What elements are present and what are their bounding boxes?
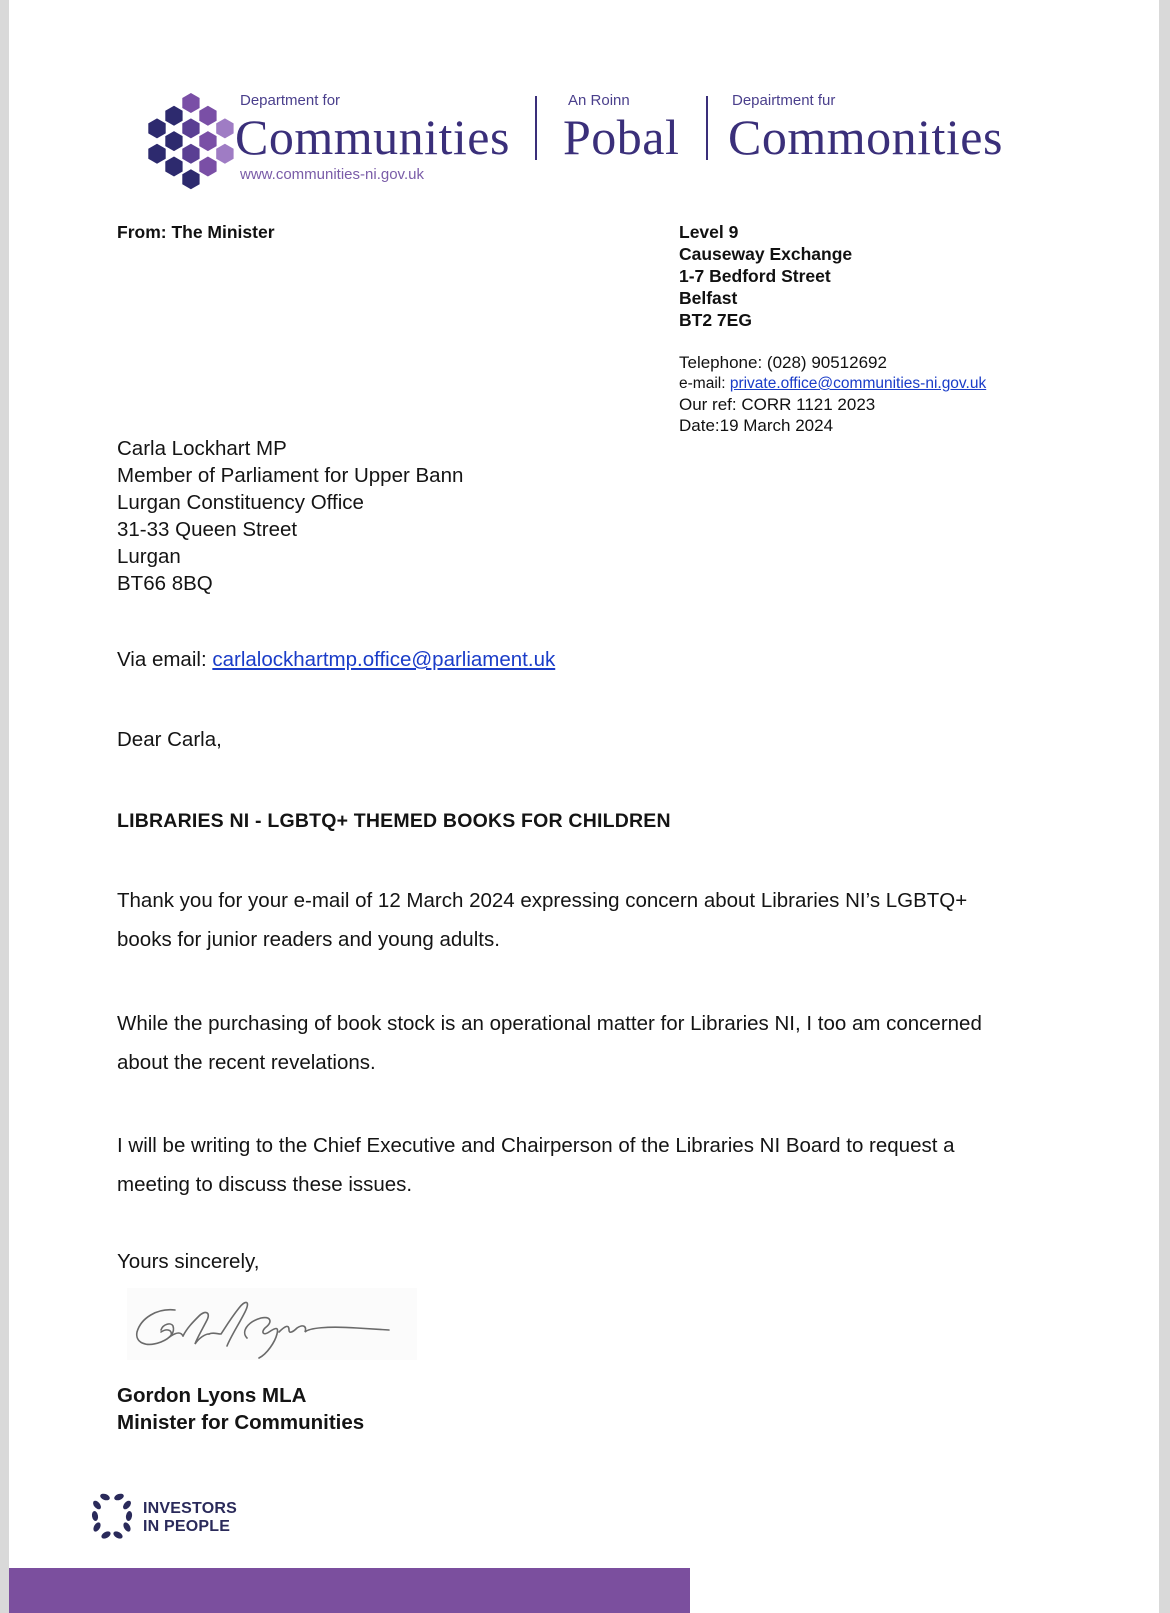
logo-hexagon	[199, 106, 216, 126]
email-label: e-mail:	[679, 375, 730, 392]
letter-subject: LIBRARIES NI - LGBTQ+ THEMED BOOKS FOR CHILDREN	[117, 810, 671, 832]
letterhead-url: www.communities-ni.gov.uk	[240, 166, 424, 183]
recipient-line: BT66 8BQ	[117, 572, 213, 595]
address-line: Belfast	[679, 288, 738, 308]
letterhead-en-title: Communities	[235, 109, 510, 165]
signatory-name: Gordon Lyons MLA	[117, 1384, 307, 1407]
closing: Yours sincerely,	[117, 1250, 260, 1273]
contact-block	[679, 352, 986, 436]
address-line: Level 9	[679, 222, 739, 242]
letterhead-ga-small: An Roinn	[568, 92, 630, 109]
email-row	[679, 373, 986, 394]
logo-hexagon	[216, 118, 233, 138]
logo-hexagon	[199, 157, 216, 177]
logo-hexagon	[199, 131, 216, 151]
iip-line: INVESTORS	[143, 1500, 237, 1517]
footer-bar	[9, 1568, 690, 1613]
our-ref: Our ref: CORR 1121 2023	[679, 395, 876, 414]
telephone: Telephone: (028) 90512692	[679, 353, 887, 372]
logo-hexagon	[165, 131, 182, 151]
laurel-wreath-icon	[85, 1490, 139, 1540]
recipient-address	[117, 435, 463, 597]
investors-in-people-logo	[143, 1500, 237, 1536]
address-line: Causeway Exchange	[679, 244, 853, 264]
letterhead-us-title: Commonities	[728, 109, 1003, 165]
body-paragraph: While the purchasing of book stock is an operational matter for Libraries NI, I too am concerned about the recent revelations.	[117, 1012, 982, 1074]
letter-date: Date:19 March 2024	[679, 416, 834, 435]
letterhead-ga-title: Pobal	[563, 109, 680, 165]
logo-hexagon	[182, 118, 199, 138]
recipient-line: Member of Parliament for Upper Bann	[117, 464, 464, 487]
department-logo-icon	[145, 92, 239, 190]
from-line: From: The Minister	[117, 222, 275, 242]
body-paragraph: I will be writing to the Chief Executive and Chairperson of the Libraries NI Board to request a meeting to discuss these issues.	[117, 1134, 955, 1196]
handwritten-signature-icon	[127, 1288, 417, 1360]
letterhead-divider	[535, 96, 537, 160]
logo-hexagon	[182, 144, 199, 164]
address-line: BT2 7EG	[679, 310, 752, 330]
letterhead-divider	[706, 96, 708, 160]
letterhead-us-small: Depairtment fur	[732, 92, 836, 109]
salutation: Dear Carla,	[117, 728, 222, 751]
logo-hexagon	[148, 118, 165, 138]
recipient-email-link[interactable]: carlalockhartmp.office@parliament.uk	[212, 648, 556, 671]
address-line: 1-7 Bedford Street	[679, 266, 831, 286]
letterhead-en-small: Department for	[240, 92, 341, 109]
logo-hexagon	[148, 144, 165, 164]
logo-hexagon	[165, 157, 182, 177]
logo-hexagon	[182, 93, 199, 113]
body-paragraph: Thank you for your e-mail of 12 March 2024 expressing concern about Libraries NI’s LGBTQ+ books for junior readers and young adults.	[117, 889, 968, 951]
recipient-line: 31-33 Queen Street	[117, 518, 298, 541]
via-email	[117, 648, 555, 672]
via-email-label: Via email:	[117, 648, 213, 671]
signatory-title: Minister for Communities	[117, 1411, 365, 1434]
iip-line: IN PEOPLE	[143, 1518, 231, 1535]
logo-hexagon	[165, 106, 182, 126]
signatory	[117, 1382, 364, 1436]
logo-hexagon	[216, 144, 233, 164]
recipient-line: Lurgan Constituency Office	[117, 491, 364, 514]
logo-hexagon	[182, 169, 199, 189]
recipient-line: Carla Lockhart MP	[117, 437, 287, 460]
letter-page	[9, 0, 1159, 1613]
sender-email-link[interactable]: private.office@communities-ni.gov.uk	[729, 375, 987, 392]
sender-address	[679, 221, 852, 331]
recipient-line: Lurgan	[117, 545, 181, 568]
